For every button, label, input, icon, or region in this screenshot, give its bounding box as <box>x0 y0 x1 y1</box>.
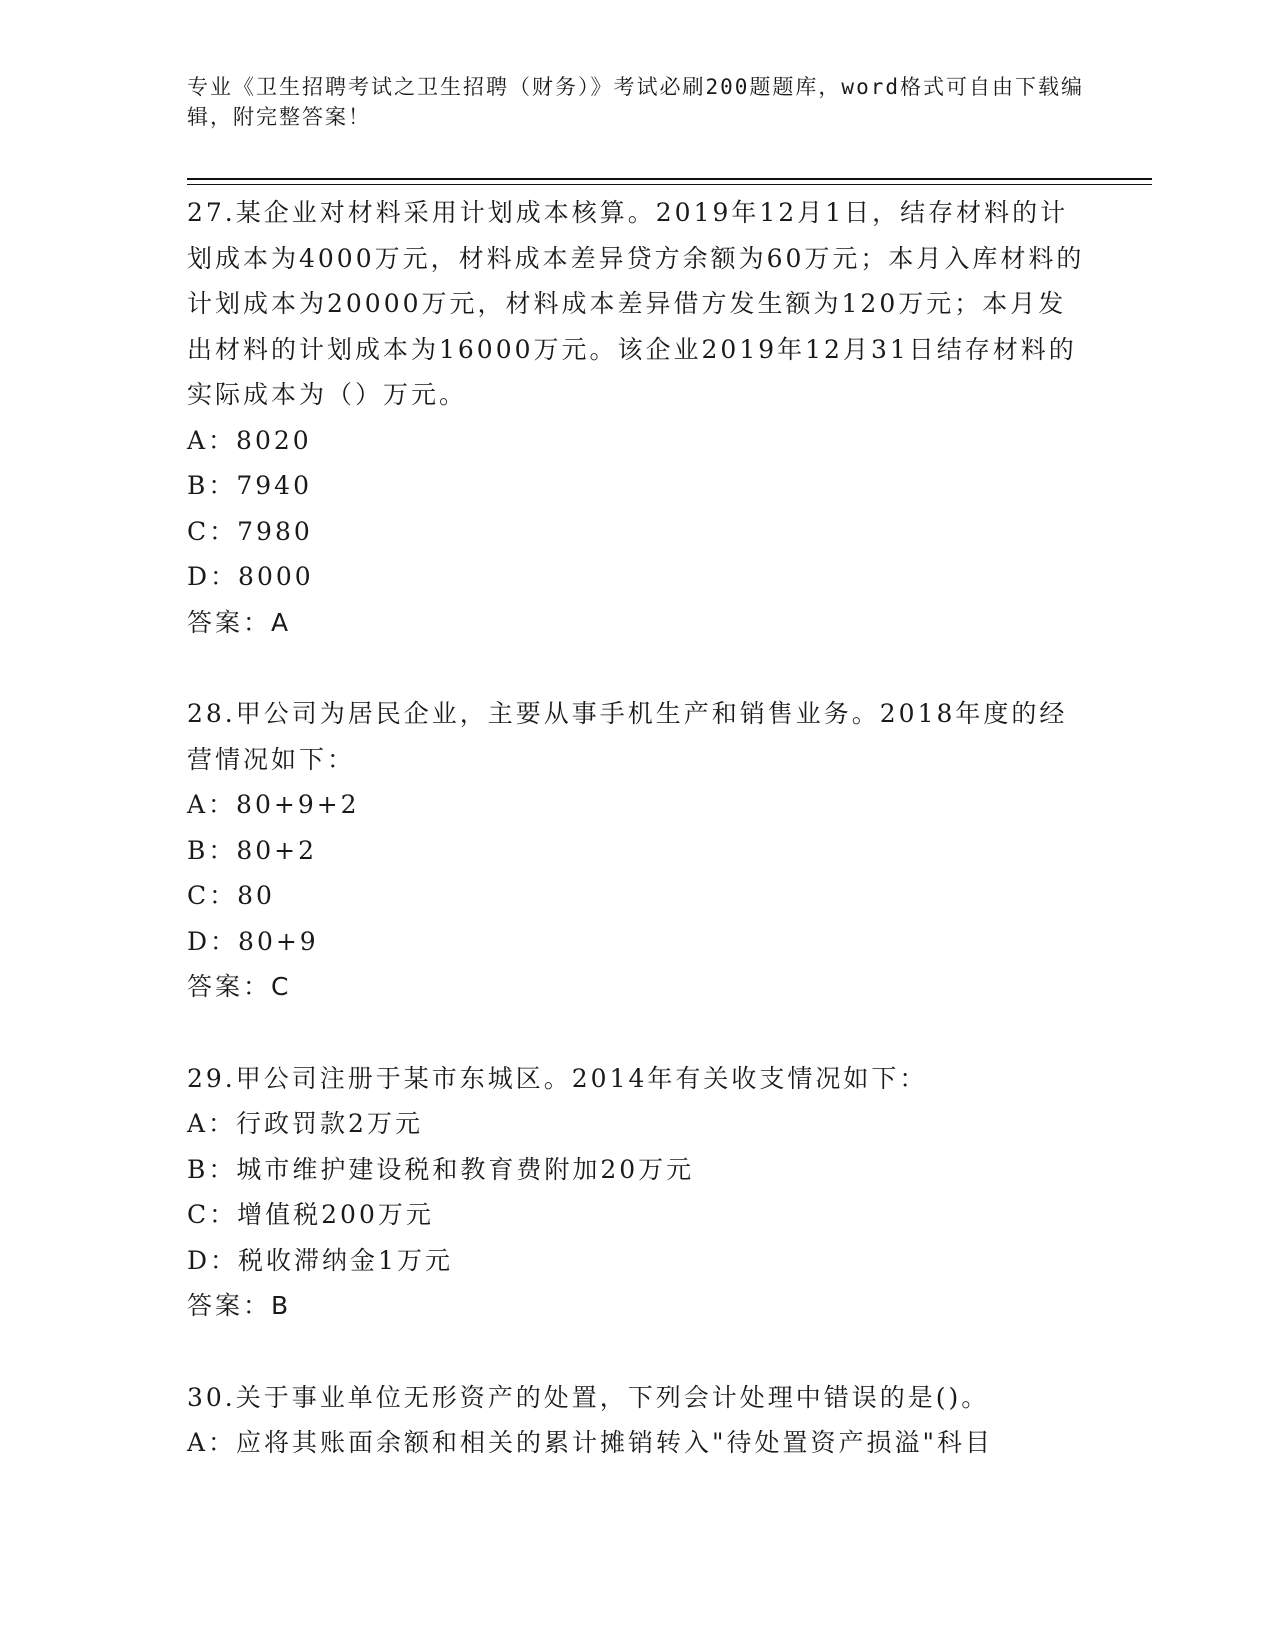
header-divider-thick <box>187 178 1152 180</box>
question-text: 27.某企业对材料采用计划成本核算。2019年12月1日，结存材料的计划成本为4000万元，材料成本差异贷方余额为60万元；本月入库材料的计划成本为20000万元，材料成本差异借方发生额为120万元；本月发出材料的计划成本为16000万元。该企业2019年12月31日结存材料的实际成本为（）万元。 <box>187 198 1085 409</box>
option-c: C：7980 <box>187 516 313 546</box>
option-b: B：城市维护建设税和教育费附加20万元 <box>187 1154 695 1184</box>
option-b: B：7940 <box>187 471 312 500</box>
question-27 <box>187 190 1087 645</box>
question-28 <box>187 691 1087 1010</box>
option-a: A：80+9+2 <box>187 790 360 819</box>
document-header: 专业《卫生招聘考试之卫生招聘（财务）》考试必刷200题题库，word格式可自由下载编辑，附完整答案！ <box>187 75 1084 129</box>
option-c: C：80 <box>187 881 275 910</box>
option-d: D：80+9 <box>187 926 319 956</box>
answer-text: 答案：A <box>187 607 292 637</box>
header-divider-thin <box>187 184 1152 185</box>
option-c: C：增值税200万元 <box>187 1200 434 1229</box>
option-a: A：应将其账面余额和相关的累计摊销转入"待处置资产损溢"科目 <box>187 1428 994 1457</box>
question-29 <box>187 1056 1087 1329</box>
question-text: 30.关于事业单位无形资产的处置，下列会计处理中错误的是()。 <box>187 1382 990 1412</box>
answer-text: 答案：B <box>187 1291 292 1320</box>
question-text: 29.甲公司注册于某市东城区。2014年有关收支情况如下： <box>187 1063 928 1093</box>
question-list <box>187 190 1087 1512</box>
option-a: A：行政罚款2万元 <box>187 1109 423 1138</box>
option-d: D：8000 <box>187 562 314 591</box>
question-text: 28.甲公司为居民企业，主要从事手机生产和销售业务。2018年度的经营情况如下： <box>187 699 1068 774</box>
option-a: A：8020 <box>187 425 312 455</box>
answer-text: 答案：C <box>187 972 292 1001</box>
option-d: D：税收滞纳金1万元 <box>187 1245 453 1275</box>
question-30 <box>187 1375 1087 1466</box>
option-b: B：80+2 <box>187 835 318 865</box>
